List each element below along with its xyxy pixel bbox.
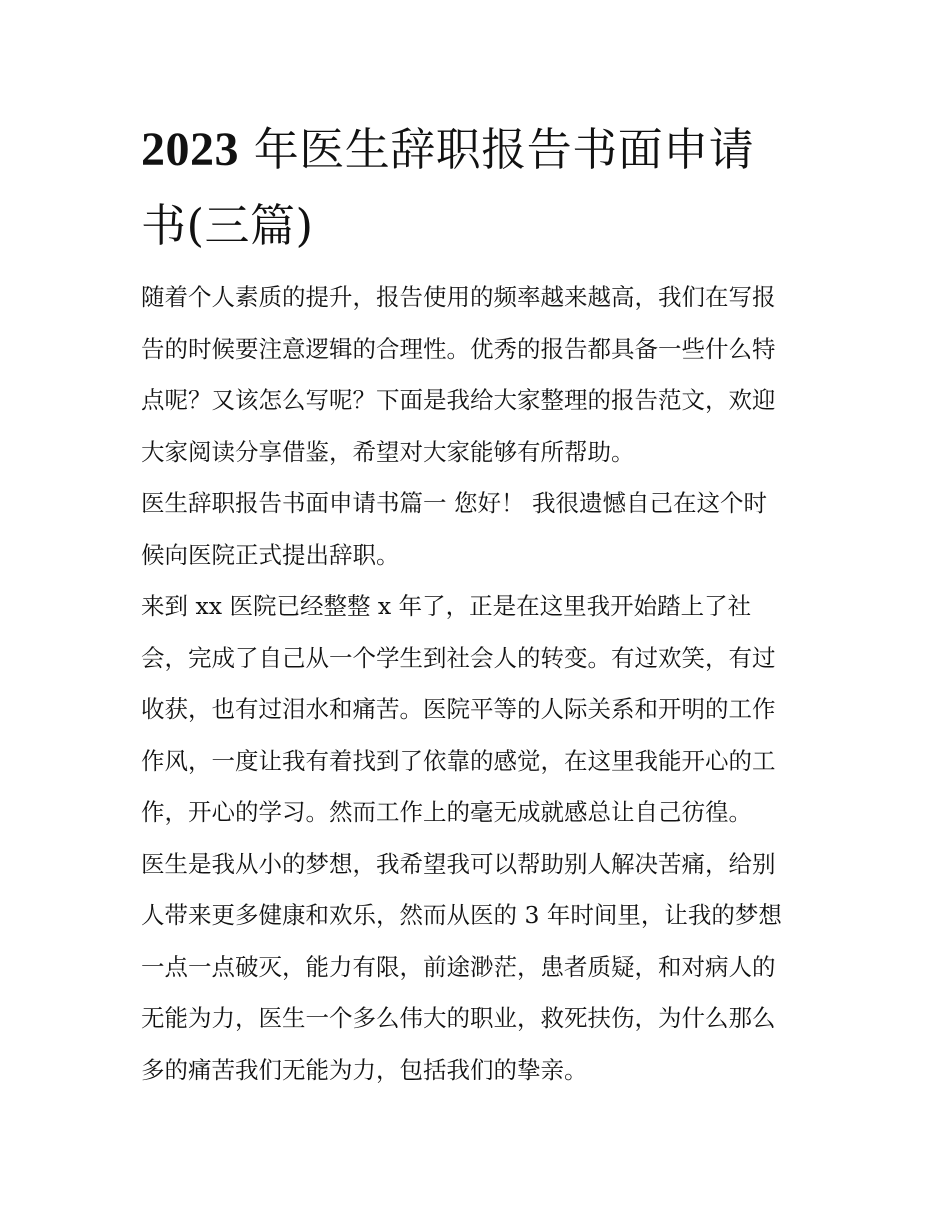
title-line-2: 书(三篇) bbox=[141, 199, 314, 252]
document-content bbox=[141, 112, 813, 1096]
text-line: 人带来更多健康和欢乐，然而从医的 3 年时间里，让我的梦想 bbox=[141, 901, 782, 929]
title-line-1-text: 年医生辞职报告书面申请 bbox=[239, 123, 755, 176]
title-line-1 bbox=[141, 112, 813, 188]
text-line: 候向医院正式提出辞职。 bbox=[141, 540, 400, 569]
text-line: 大家阅读分享借鉴，希望对大家能够有所帮助。 bbox=[141, 437, 635, 466]
text-line: 一点一点破灭，能力有限，前途渺茫，患者质疑，和对病人的 bbox=[141, 952, 776, 981]
text-line: 随着个人素质的提升，报告使用的频率越来越高，我们在写报 bbox=[141, 283, 776, 311]
text-line: 作，开心的学习。然而工作上的毫无成就感总让自己彷徨。 bbox=[141, 798, 752, 826]
text-line: 作风，一度让我有着找到了依靠的感觉，在这里我能开心的工 bbox=[141, 746, 776, 775]
text-line: 来到 xx 医院已经整整 x 年了，正是在这里我开始踏上了社 bbox=[141, 592, 752, 620]
text-line: 医生辞职报告书面申请书篇一 您好！ 我很遗憾自己在这个时 bbox=[141, 489, 767, 517]
title-year: 2023 bbox=[141, 123, 239, 176]
document-title bbox=[141, 112, 813, 264]
text-line: 点呢？又该怎么写呢？下面是我给大家整理的报告范文，欢迎 bbox=[141, 386, 776, 414]
document-body bbox=[141, 272, 813, 1096]
text-line: 会，完成了自己从一个学生到社会人的转变。有过欢笑，有过 bbox=[141, 643, 776, 672]
text-line: 多的痛苦我们无能为力，包括我们的挚亲。 bbox=[141, 1055, 588, 1084]
text-line: 收获，也有过泪水和痛苦。医院平等的人际关系和开明的工作 bbox=[141, 695, 776, 723]
text-line: 无能为力，医生一个多么伟大的职业，救死扶伤，为什么那么 bbox=[141, 1004, 776, 1032]
text-line: 告的时候要注意逻辑的合理性。优秀的报告都具备一些什么特 bbox=[141, 334, 776, 363]
text-line: 医生是我从小的梦想，我希望我可以帮助别人解决苦痛，给别 bbox=[141, 849, 776, 878]
